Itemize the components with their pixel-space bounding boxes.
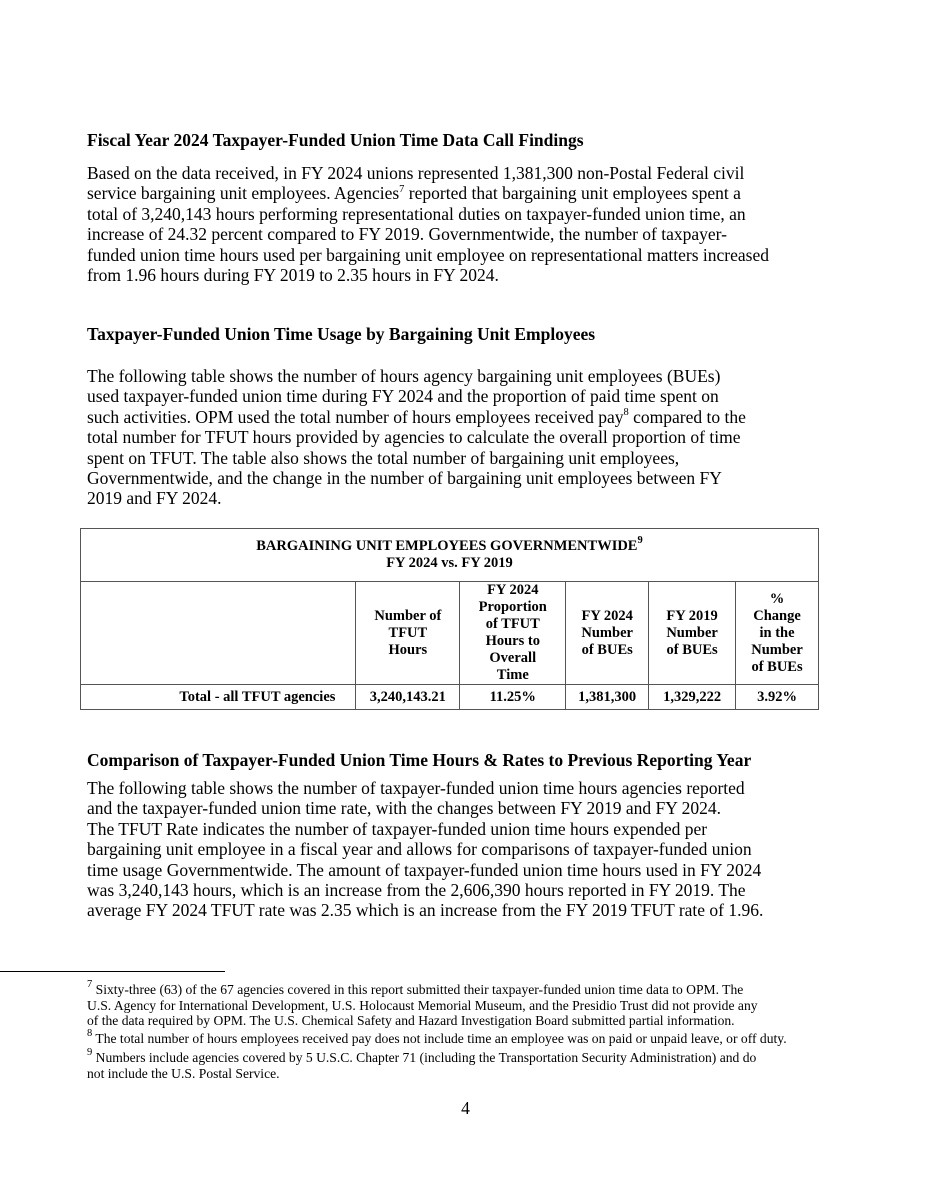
header-line: Number	[666, 624, 718, 641]
row-label: Total - all TFUT agencies	[81, 685, 356, 710]
header-line: FY 2024	[487, 582, 539, 598]
header-line: FY 2024	[581, 607, 633, 624]
findings-line	[87, 183, 827, 203]
header-percent-change	[736, 582, 819, 685]
footnote-text: Numbers include agencies covered by 5 U.S.C. Chapter 71 (including the Transportation Security Administration) and do	[92, 1050, 757, 1065]
comparison-line: The TFUT Rate indicates the number of taxpayer-funded union time hours expended per	[87, 818, 708, 839]
findings-heading: Fiscal Year 2024 Taxpayer-Funded Union Time Data Call Findings	[87, 130, 584, 150]
comparison-line: and the taxpayer-funded union time rate, with the changes between FY 2019 and FY 2024.	[87, 798, 722, 819]
findings-line: increase of 24.32 percent compared to FY 2019. Governmentwide, the number of taxpayer-	[87, 224, 727, 245]
footnote-8	[87, 1028, 857, 1047]
header-line: Change	[753, 607, 801, 624]
footnote-divider	[0, 971, 225, 972]
usage-line: total number for TFUT hours provided by agencies to calculate the overall proportion of time	[87, 427, 741, 448]
footnote-line	[87, 979, 857, 998]
usage-line-part: compared to the	[628, 406, 746, 427]
header-line: Proportion	[478, 599, 547, 615]
comparison-line: was 3,240,143 hours, which is an increase from the 2,606,390 hours reported in FY 2019. The	[87, 880, 746, 901]
usage-line	[87, 407, 827, 427]
findings-line-part: reported that bargaining unit employees spent a	[404, 183, 741, 204]
header-blank	[81, 582, 356, 685]
footnote-line: of the data required by OPM. The U.S. Chemical Safety and Hazard Investigation Board submitted partial information.	[87, 1013, 735, 1029]
footnote-line: U.S. Agency for International Development, U.S. Holocaust Memorial Museum, and the Presidio Trust did not provide any	[87, 997, 758, 1013]
header-line: Overall	[489, 650, 537, 666]
header-tfut-hours	[356, 582, 460, 685]
footnote-line: not include the U.S. Postal Service.	[87, 1065, 280, 1081]
bue-table	[80, 528, 819, 710]
footnote-number: 7	[87, 979, 93, 991]
footnote-ref-9: 9	[637, 535, 643, 547]
usage-line: Governmentwide, and the change in the number of bargaining unit employees between FY	[87, 468, 722, 489]
footnote-number: 9	[87, 1047, 93, 1059]
footnote-text: The total number of hours employees received pay does not include time an employee was on paid or unpaid leave, or off duty.	[92, 1031, 787, 1046]
usage-line: 2019 and FY 2024.	[87, 488, 222, 509]
findings-line: Based on the data received, in FY 2024 unions represented 1,381,300 non-Postal Federal civil	[87, 163, 745, 183]
usage-line-part: such activities. OPM used the total number of hours employees received pay	[87, 406, 624, 427]
header-line: Number	[581, 624, 633, 641]
comparison-line: average FY 2024 TFUT rate was 2.35 which is an increase from the FY 2019 TFUT rate of 1.96.	[87, 900, 764, 921]
footnote-ref-7: 7	[399, 183, 405, 195]
table-title	[81, 535, 818, 555]
cell-fy2019-bues: 1,329,222	[649, 685, 736, 710]
cell-tfut-hours: 3,240,143.21	[356, 685, 460, 710]
header-fy2019-bues	[649, 582, 736, 685]
cell-proportion: 11.25%	[460, 685, 566, 710]
footnote-7	[87, 979, 857, 1029]
findings-paragraph	[87, 163, 827, 285]
table-title-cell	[81, 529, 819, 582]
header-fy2024-bues	[566, 582, 649, 685]
header-line: Number	[751, 641, 803, 658]
usage-heading: Taxpayer-Funded Union Time Usage by Bargaining Unit Employees	[87, 324, 596, 344]
header-line: TFUT	[388, 624, 428, 641]
findings-line: funded union time hours used per bargaining unit employee on representational matters increased	[87, 244, 769, 265]
header-line: Time	[496, 667, 529, 683]
footnote-number: 8	[87, 1028, 93, 1040]
findings-line: total of 3,240,143 hours performing representational duties on taxpayer-funded union time, an	[87, 203, 746, 224]
header-line: of TFUT	[485, 616, 540, 632]
header-line: Hours	[388, 641, 428, 658]
header-line: Number of	[374, 607, 442, 624]
header-line: FY 2019	[666, 607, 718, 624]
comparison-heading: Comparison of Taxpayer-Funded Union Time Hours & Rates to Previous Reporting Year	[87, 750, 752, 770]
comparison-line: The following table shows the number of taxpayer-funded union time hours agencies reported	[87, 778, 745, 798]
footnote-ref-8: 8	[623, 406, 629, 418]
header-line: of BUEs	[581, 641, 633, 658]
footnote-line	[87, 1028, 857, 1047]
header-line: %	[769, 590, 785, 607]
header-line: Hours to	[485, 633, 540, 649]
table-row	[81, 685, 819, 710]
comparison-line: time usage Governmentwide. The amount of taxpayer-funded union time hours used in FY 2024	[87, 859, 762, 880]
findings-line-part: service bargaining unit employees. Agencies	[87, 183, 400, 204]
footnote-9	[87, 1047, 857, 1081]
cell-percent-change: 3.92%	[736, 685, 819, 710]
page-number: 4	[461, 1098, 470, 1118]
table-title-text: BARGAINING UNIT EMPLOYEES GOVERNMENTWIDE	[256, 538, 638, 554]
comparison-line: bargaining unit employee in a fiscal year and allows for comparisons of taxpayer-funded union	[87, 839, 752, 860]
comparison-paragraph	[87, 778, 827, 921]
header-line: in the	[759, 624, 795, 641]
usage-line: spent on TFUT. The table also shows the total number of bargaining unit employees,	[87, 447, 680, 468]
footnote-line	[87, 1047, 857, 1066]
table-header-row	[81, 582, 819, 685]
table-subtitle: FY 2024 vs. FY 2019	[386, 555, 513, 571]
header-proportion	[460, 582, 566, 685]
header-line: of BUEs	[751, 658, 803, 675]
cell-fy2024-bues: 1,381,300	[566, 685, 649, 710]
header-line: of BUEs	[666, 641, 718, 658]
usage-paragraph	[87, 366, 827, 509]
usage-line: The following table shows the number of hours agency bargaining unit employees (BUEs)	[87, 366, 721, 386]
findings-line: from 1.96 hours during FY 2019 to 2.35 hours in FY 2024.	[87, 265, 499, 286]
usage-line: used taxpayer-funded union time during FY 2024 and the proportion of paid time spent on	[87, 386, 719, 407]
footnote-text: Sixty-three (63) of the 67 agencies covered in this report submitted their taxpayer-funded union time data to OPM. The	[92, 982, 744, 997]
